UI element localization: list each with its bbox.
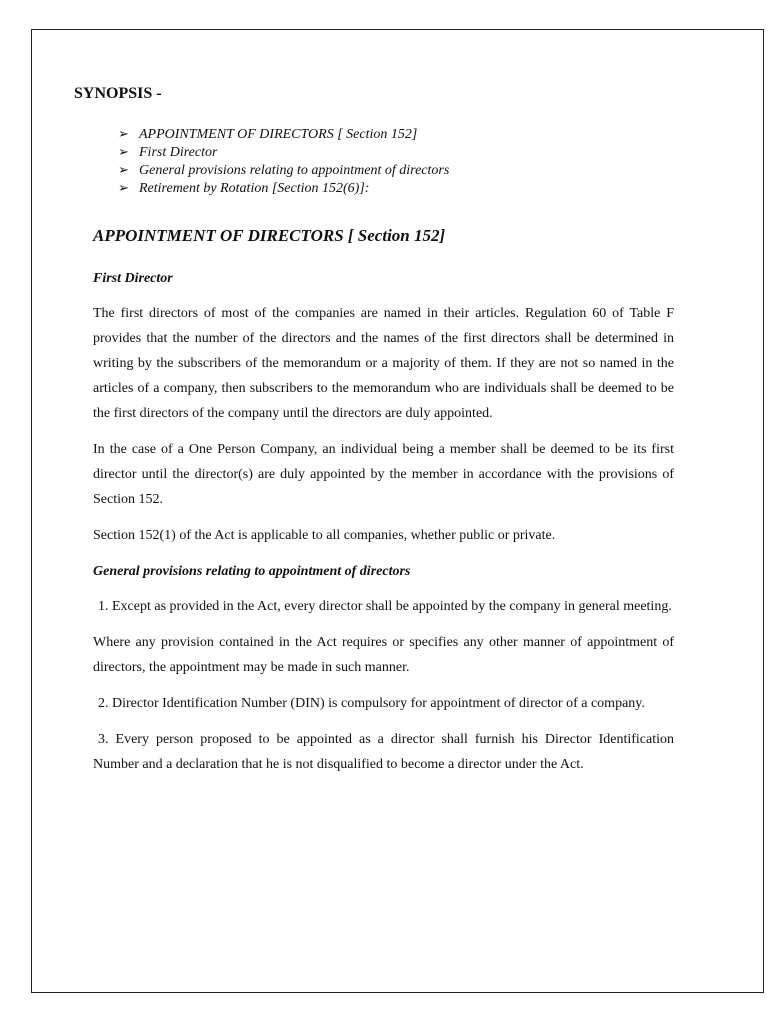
paragraph: 3. Every person proposed to be appointed as a director shall furnish his Director Identification Number and a declaration that he is not disqualified to become a director under the Act. — [93, 732, 674, 772]
paragraph: The first directors of most of the companies are named in their articles. Regulation 60 of Table F provides that the number of the directors and the names of the first directors shall be determined in writing by the subscribers of the memorandum or a majority of them. If they are not so named in the articles of a company, then subscribers to the memorandum who are individuals shall be deemed to be the first directors of the company until the directors are duly appointed. — [93, 306, 674, 421]
paragraph: 2. Director Identification Number (DIN) is compulsory for appointment of director of a company. — [98, 696, 645, 711]
list-item: ➢ Retirement by Rotation [Section 152(6)]: — [118, 180, 370, 196]
paragraph: In the case of a One Person Company, an individual being a member shall be deemed to be its first director until the director(s) are duly appointed by the member in accordance with the provisions of Section 152. — [93, 442, 674, 507]
synopsis-list — [118, 125, 449, 197]
general-provisions-heading: General provisions relating to appointment of directors — [93, 564, 411, 579]
arrow-bullet-icon: ➢ — [118, 180, 129, 195]
arrow-bullet-icon: ➢ — [118, 162, 129, 177]
list-item: ➢ General provisions relating to appointment of directors — [118, 162, 450, 178]
document-body — [93, 266, 674, 788]
list-item: ➢ First Director — [118, 144, 218, 160]
paragraph: 1. Except as provided in the Act, every director shall be appointed by the company in general meeting. — [98, 599, 672, 614]
arrow-bullet-icon: ➢ — [118, 126, 129, 141]
list-item: ➢ APPOINTMENT OF DIRECTORS [ Section 152] — [118, 126, 418, 142]
paragraph: Where any provision contained in the Act requires or specifies any other manner of appointment of directors, the appointment may be made in such manner. — [93, 635, 674, 675]
paragraph: Section 152(1) of the Act is applicable to all companies, whether public or private. — [93, 528, 556, 543]
main-heading: APPOINTMENT OF DIRECTORS [ Section 152] — [93, 226, 446, 245]
synopsis-heading: SYNOPSIS - — [74, 85, 162, 102]
arrow-bullet-icon: ➢ — [118, 144, 129, 159]
first-director-heading: First Director — [93, 271, 173, 286]
